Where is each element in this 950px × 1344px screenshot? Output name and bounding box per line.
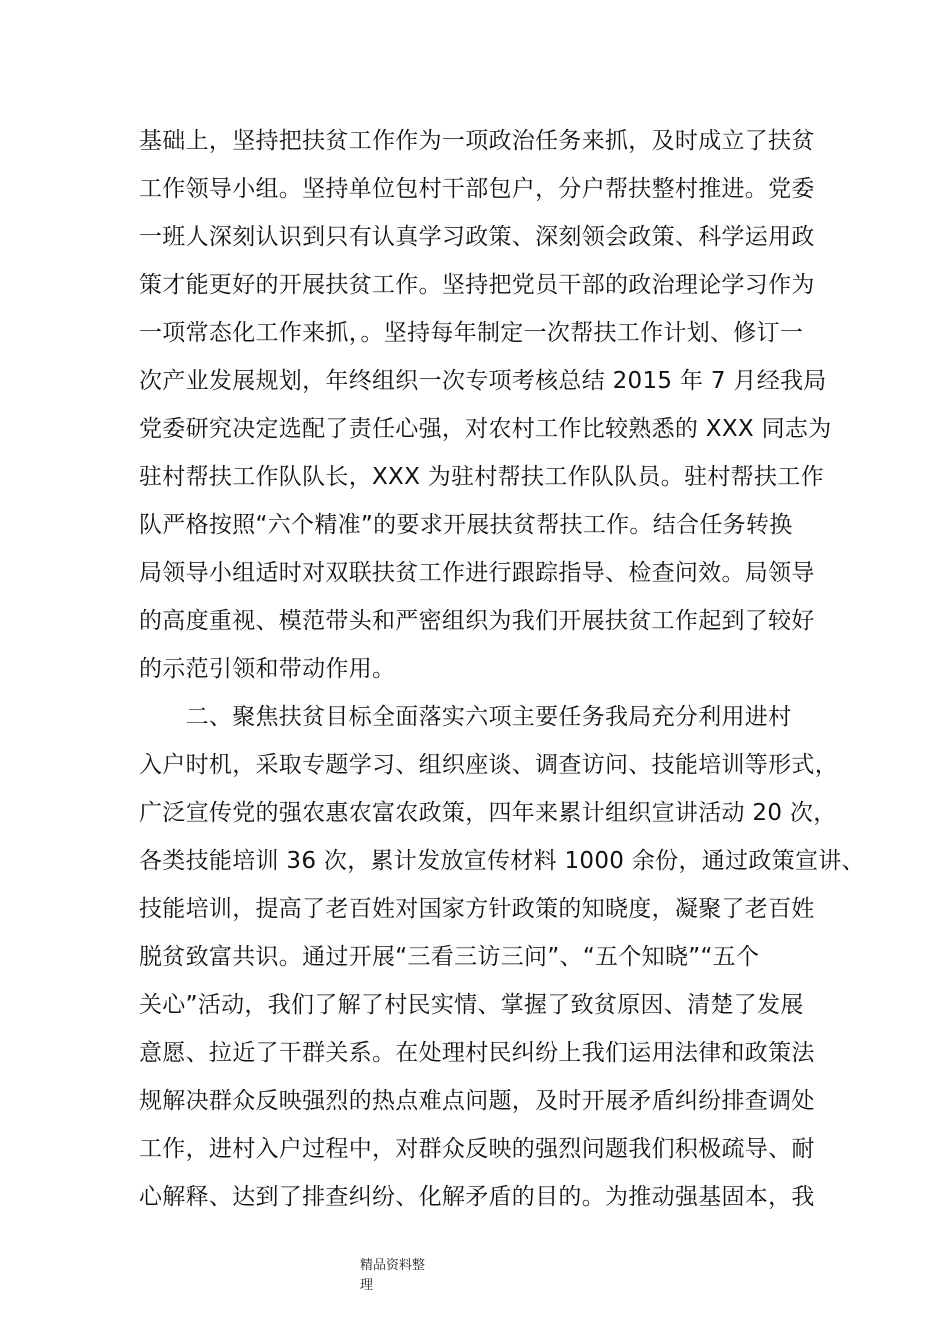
body-text-line: 党委研究决定选配了责任心强，对农村工作比较熟悉的 XXX 同志为 — [139, 416, 832, 442]
body-text-line: 的示范引领和带动作用。 — [139, 656, 396, 682]
body-text-line: 规解决群众反映强烈的热点难点问题，及时开展矛盾纠纷排查调处 — [139, 1088, 815, 1114]
body-text-line: 策才能更好的开展扶贫工作。坚持把党员干部的政治理论学习作为 — [139, 272, 815, 298]
footer-text-line: 精品资料整 — [360, 1258, 426, 1273]
body-text-line: 一项常态化工作来抓，。坚持每年制定一次帮扶工作计划、修订一 — [139, 320, 804, 346]
section-heading-line: 二、聚焦扶贫目标全面落实六项主要任务我局充分利用进村 — [139, 704, 792, 730]
page-footer — [360, 1256, 450, 1296]
body-text-line: 技能培训，提高了老百姓对国家方针政策的知晓度，凝聚了老百姓 — [139, 896, 815, 922]
body-text-line: 工作领导小组。坚持单位包村干部包户，分户帮扶整村推进。党委 — [139, 176, 815, 202]
footer-text-line: 理 — [360, 1278, 374, 1293]
body-text-line: 关心”活动，我们了解了村民实情、掌握了致贫原因、清楚了发展 — [139, 992, 804, 1018]
body-text-line: 广泛宣传党的强农惠农富农政策，四年来累计组织宣讲活动 20 次， — [139, 800, 837, 826]
body-text-line: 基础上，坚持把扶贫工作作为一项政治任务来抓，及时成立了扶贫 — [139, 128, 815, 154]
body-text-line: 脱贫致富共识。通过开展“三看三访三问”、“五个知晓”“五个 — [139, 944, 760, 970]
body-text-line: 入户时机，采取专题学习、组织座谈、调查访问、技能培训等形式， — [139, 752, 838, 778]
body-text-line: 驻村帮扶工作队队长，XXX 为驻村帮扶工作队队员。驻村帮扶工作 — [139, 464, 824, 490]
body-text-line: 心解释、达到了排查纠纷、化解矛盾的目的。为推动强基固本，我 — [139, 1184, 815, 1210]
body-text-line: 次产业发展规划，年终组织一次专项考核总结 2015 年 7 月经我局 — [139, 368, 827, 394]
body-text-line: 工作，进村入户过程中，对群众反映的强烈问题我们积极疏导、耐 — [139, 1136, 815, 1162]
body-text-line: 的高度重视、模范带头和严密组织为我们开展扶贫工作起到了较好 — [139, 608, 815, 634]
body-text-line: 一班人深刻认识到只有认真学习政策、深刻领会政策、科学运用政 — [139, 224, 815, 250]
body-text-line: 队严格按照“六个精准”的要求开展扶贫帮扶工作。结合任务转换 — [139, 512, 793, 538]
body-text-line: 局领导小组适时对双联扶贫工作进行跟踪指导、检查问效。局领导 — [139, 560, 815, 586]
body-text-line: 各类技能培训 36 次，累计发放宣传材料 1000 余份，通过政策宣讲、 — [139, 848, 865, 874]
body-text-line: 意愿、拉近了干群关系。在处理村民纠纷上我们运用法律和政策法 — [139, 1040, 815, 1066]
